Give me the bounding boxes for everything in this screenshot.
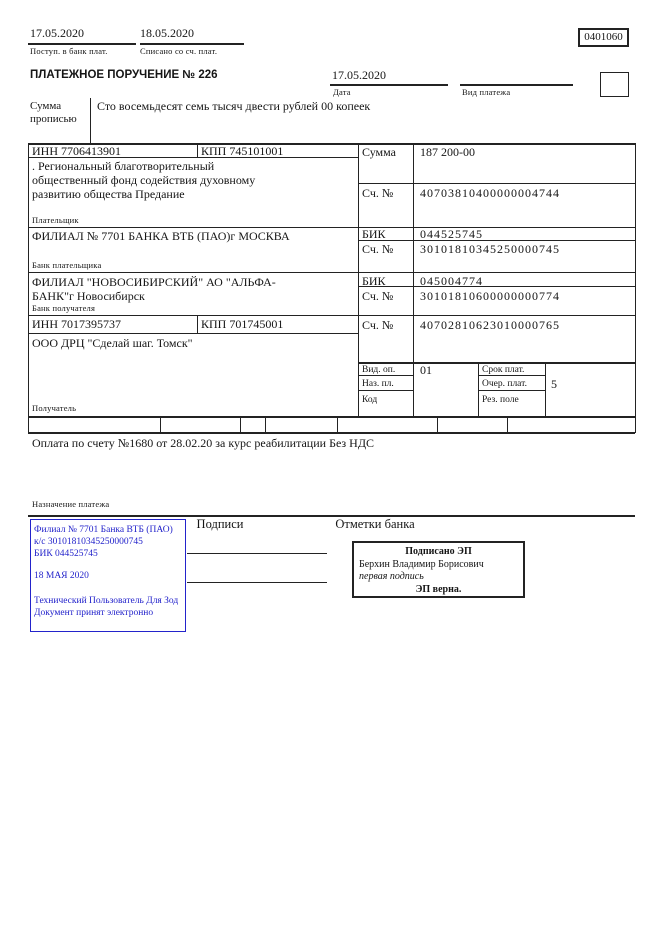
amount-words-label-2: прописью (30, 113, 77, 125)
due-date-label: Срок плат. (482, 365, 525, 375)
grid-line (28, 333, 358, 334)
payee-account: 40702810623010000765 (420, 318, 560, 332)
grid-line (28, 143, 29, 433)
amount-in-words: Сто восемьдесят семь тысяч двести рублей 00 копеек (97, 99, 371, 113)
payer-account: 40703810400000004744 (420, 186, 560, 200)
grid-line (358, 183, 635, 184)
grid-line (28, 227, 635, 228)
payment-type-underline (460, 84, 573, 86)
stamp-corr-account: к/с 30101810345250000745 (34, 537, 143, 547)
payer-account-label: Сч. № (362, 186, 394, 200)
grid-line (28, 315, 635, 316)
grid-line (478, 362, 479, 416)
signatures-heading: Подписи (196, 517, 244, 531)
received-in-bank-label: Поступ. в банк плат. (30, 46, 108, 56)
bank-marks-heading: Отметки банка (335, 517, 415, 531)
date-label: Дата (333, 87, 351, 97)
op-type-value: 01 (420, 363, 432, 377)
stamp-accepted-note: Документ принят электронно (34, 608, 154, 618)
grid-line (478, 375, 545, 376)
payee-name: ООО ДРЦ "Сделай шаг. Томск" (32, 336, 193, 350)
debited-date-underline (140, 43, 244, 45)
grid-line (160, 416, 161, 432)
payee-bank-name: ФИЛИАЛ "НОВОСИБИРСКИЙ" АО "АЛЬФА-БАНК"г Новосибирск (32, 275, 276, 303)
grid-line (240, 416, 241, 432)
esign-validity: ЭП верна. (415, 583, 462, 595)
payer-bank-name: ФИЛИАЛ № 7701 БАНКА ВТБ (ПАО)г МОСКВА (32, 229, 290, 243)
payee-inn: ИНН 7017395737 (32, 317, 121, 331)
payee-bank-bik: 045004774 (420, 274, 483, 288)
grid-line (507, 416, 508, 432)
purpose-section-rule (28, 515, 635, 517)
op-type-label: Вид. оп. (362, 365, 396, 375)
payment-type-box (600, 72, 629, 97)
payer-bank-bik: 044525745 (420, 227, 483, 241)
date-underline (330, 84, 448, 86)
grid-line (413, 143, 414, 416)
sum-value: 187 200-00 (420, 145, 475, 159)
debited-date: 18.05.2020 (140, 26, 194, 40)
stamp-spacer (34, 560, 182, 570)
debited-label: Списано со сч. плат. (140, 46, 218, 56)
grid-line (478, 390, 545, 391)
stamp-user: Технический Пользователь Для Зод (34, 596, 179, 606)
grid-line (197, 315, 198, 333)
esign-role: первая подпись (359, 571, 424, 582)
amount-words-label-1: Сумма (30, 100, 62, 112)
grid-line (337, 416, 338, 432)
payee-label: Получатель (32, 403, 77, 413)
payee-kpp: КПП 701745001 (201, 317, 284, 331)
grid-line (28, 432, 635, 434)
stamp-bank-name: Филиал № 7701 Банка ВТБ (ПАО) (34, 525, 173, 535)
sum-label: Сумма (362, 145, 396, 159)
priority-value: 5 (551, 377, 557, 391)
document-date: 17.05.2020 (332, 68, 386, 82)
payer-name: . Региональный благотворительный общественный фонд содействия духовному развитию общества Предание (32, 159, 256, 201)
purpose-code-label: Наз. пл. (362, 379, 394, 389)
grid-line (28, 416, 635, 418)
received-in-bank-date: 17.05.2020 (30, 26, 84, 40)
stamp-bik: БИК 044525745 (34, 549, 98, 559)
grid-line (358, 362, 635, 364)
priority-label: Очер. плат. (482, 379, 527, 389)
bank-stamp (30, 519, 186, 632)
grid-line (635, 143, 636, 433)
grid-line (437, 416, 438, 432)
stamp-spacer (34, 582, 182, 595)
payee-bank-label: Банк получателя (32, 303, 96, 313)
form-code-box: 0401060 (578, 28, 629, 47)
payment-purpose-label: Назначение платежа (32, 499, 110, 509)
grid-line (28, 272, 635, 273)
payment-purpose-text: Оплата по счету №1680 от 28.02.20 за курс реабилитации Без НДС (32, 436, 375, 450)
grid-line (358, 143, 359, 416)
received-date-underline (28, 43, 136, 45)
payer-inn: ИНН 7706413901 (32, 144, 121, 158)
payer-bank-bik-label: БИК (362, 227, 386, 241)
grid-line (265, 416, 266, 432)
payer-bank-account-label: Сч. № (362, 242, 394, 256)
payer-bank-label: Банк плательщика (32, 260, 102, 270)
payment-type-label: Вид платежа (462, 87, 511, 97)
grid-line (358, 286, 635, 287)
amount-words-divider (90, 98, 91, 143)
payer-bank-corr-account: 30101810345250000745 (420, 242, 560, 256)
grid-line (545, 362, 546, 416)
payee-bank-corr-account: 30101810600000000774 (420, 289, 560, 303)
grid-line (358, 240, 635, 241)
payee-bank-account-label: Сч. № (362, 289, 394, 303)
grid-line (358, 375, 413, 376)
payee-account-label: Сч. № (362, 318, 394, 332)
grid-line (358, 390, 413, 391)
code-label: Код (362, 395, 378, 405)
esign-title: Подписано ЭП (405, 546, 472, 557)
signature-line-2 (187, 582, 327, 583)
reserve-field-label: Рез. поле (482, 395, 519, 405)
esign-stamp (352, 541, 525, 598)
payer-kpp: КПП 745101001 (201, 144, 284, 158)
payee-bank-bik-label: БИК (362, 274, 386, 288)
document-title: ПЛАТЕЖНОЕ ПОРУЧЕНИЕ № 226 (30, 69, 218, 81)
esign-signer-name: Берхин Владимир Борисович (359, 558, 484, 570)
stamp-date: 18 МАЯ 2020 (34, 571, 89, 581)
grid-line (197, 143, 198, 157)
signature-line-1 (187, 553, 327, 554)
payer-label: Плательщик (32, 215, 79, 225)
